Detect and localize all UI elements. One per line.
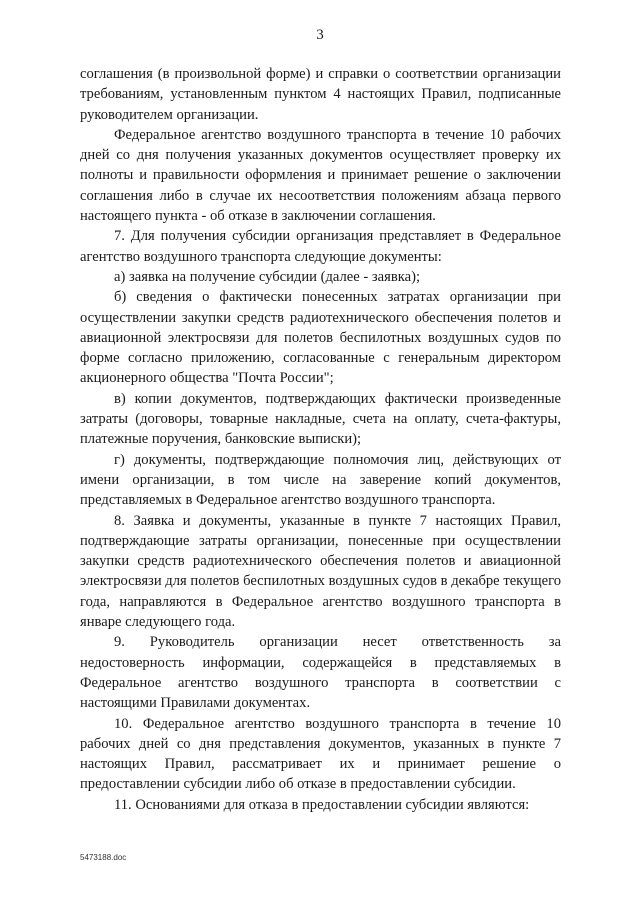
paragraph-item-7d: г) документы, подтверждающие полномочия лиц, действующих от имени организации, в том числе на заверение копий документов, представляемых в Федеральное агентство воздушного транспорта.	[80, 451, 561, 509]
paragraph-item-7b: б) сведения о фактически понесенных затратах организации при осуществлении закупки средств радиотехнического обеспечения полетов и авиационной электросвязи для полетов беспилотных воздушных судов по форме согласно приложению, согласованные с генеральным директором акционерного общества "Почта России";	[80, 289, 561, 387]
paragraph-item-11: 11. Основаниями для отказа в предоставлении субсидии являются:	[114, 796, 530, 813]
page-number: 3	[316, 27, 324, 43]
footer-doc-ref: 5473188.doc	[80, 853, 127, 862]
paragraph-continuation: соглашения (в произвольной форме) и справки о соответствии организации требованиям, установленным пунктом 4 настоящих Правил, подписанные руководителем организации.	[80, 66, 561, 123]
paragraph-item-9: 9. Руководитель организации несет ответственность за недостоверность информации, содержащейся в представляемых в Федеральное агентство воздушного транспорта в соответствии с настоящими Правилами документах.	[80, 634, 561, 712]
paragraph-item-7: 7. Для получения субсидии организация представляет в Федеральное агентство воздушного транспорта следующие документы:	[80, 228, 561, 265]
document-body	[80, 64, 561, 815]
paragraph-item-10: 10. Федеральное агентство воздушного транспорта в течение 10 рабочих дней со дня представления документов, указанных в пункте 7 настоящих Правил, рассматривает их и принимает решение о предоставлении субсидии либо об отказе в предоставлении субсидии.	[80, 715, 561, 793]
paragraph-item-7a: а) заявка на получение субсидии (далее - заявка);	[114, 268, 421, 285]
paragraph-agency-review: Федеральное агентство воздушного транспорта в течение 10 рабочих дней со дня получения указанных документов осуществляет проверку их полноты и правильности оформления и принимает решение о заключении соглашения либо в случае их несоответствия положениям абзаца первого настоящего пункта - об отказе в заключении соглашения.	[80, 126, 561, 225]
paragraph-item-7c: в) копии документов, подтверждающих фактически произведенные затраты (договоры, товарные накладные, счета на оплату, счета-фактуры, платежные поручения, банковские выписки);	[80, 390, 561, 448]
paragraph-item-8: 8. Заявка и документы, указанные в пункте 7 настоящих Правил, подтверждающие затраты организации, понесенные при осуществлении закупки средств радиотехнического обеспечения полетов и авиационной электросвязи для полетов беспилотных воздушных судов в декабре текущего года, направляются в Федеральное агентство воздушного транспорта в январе следующего года.	[80, 512, 561, 631]
